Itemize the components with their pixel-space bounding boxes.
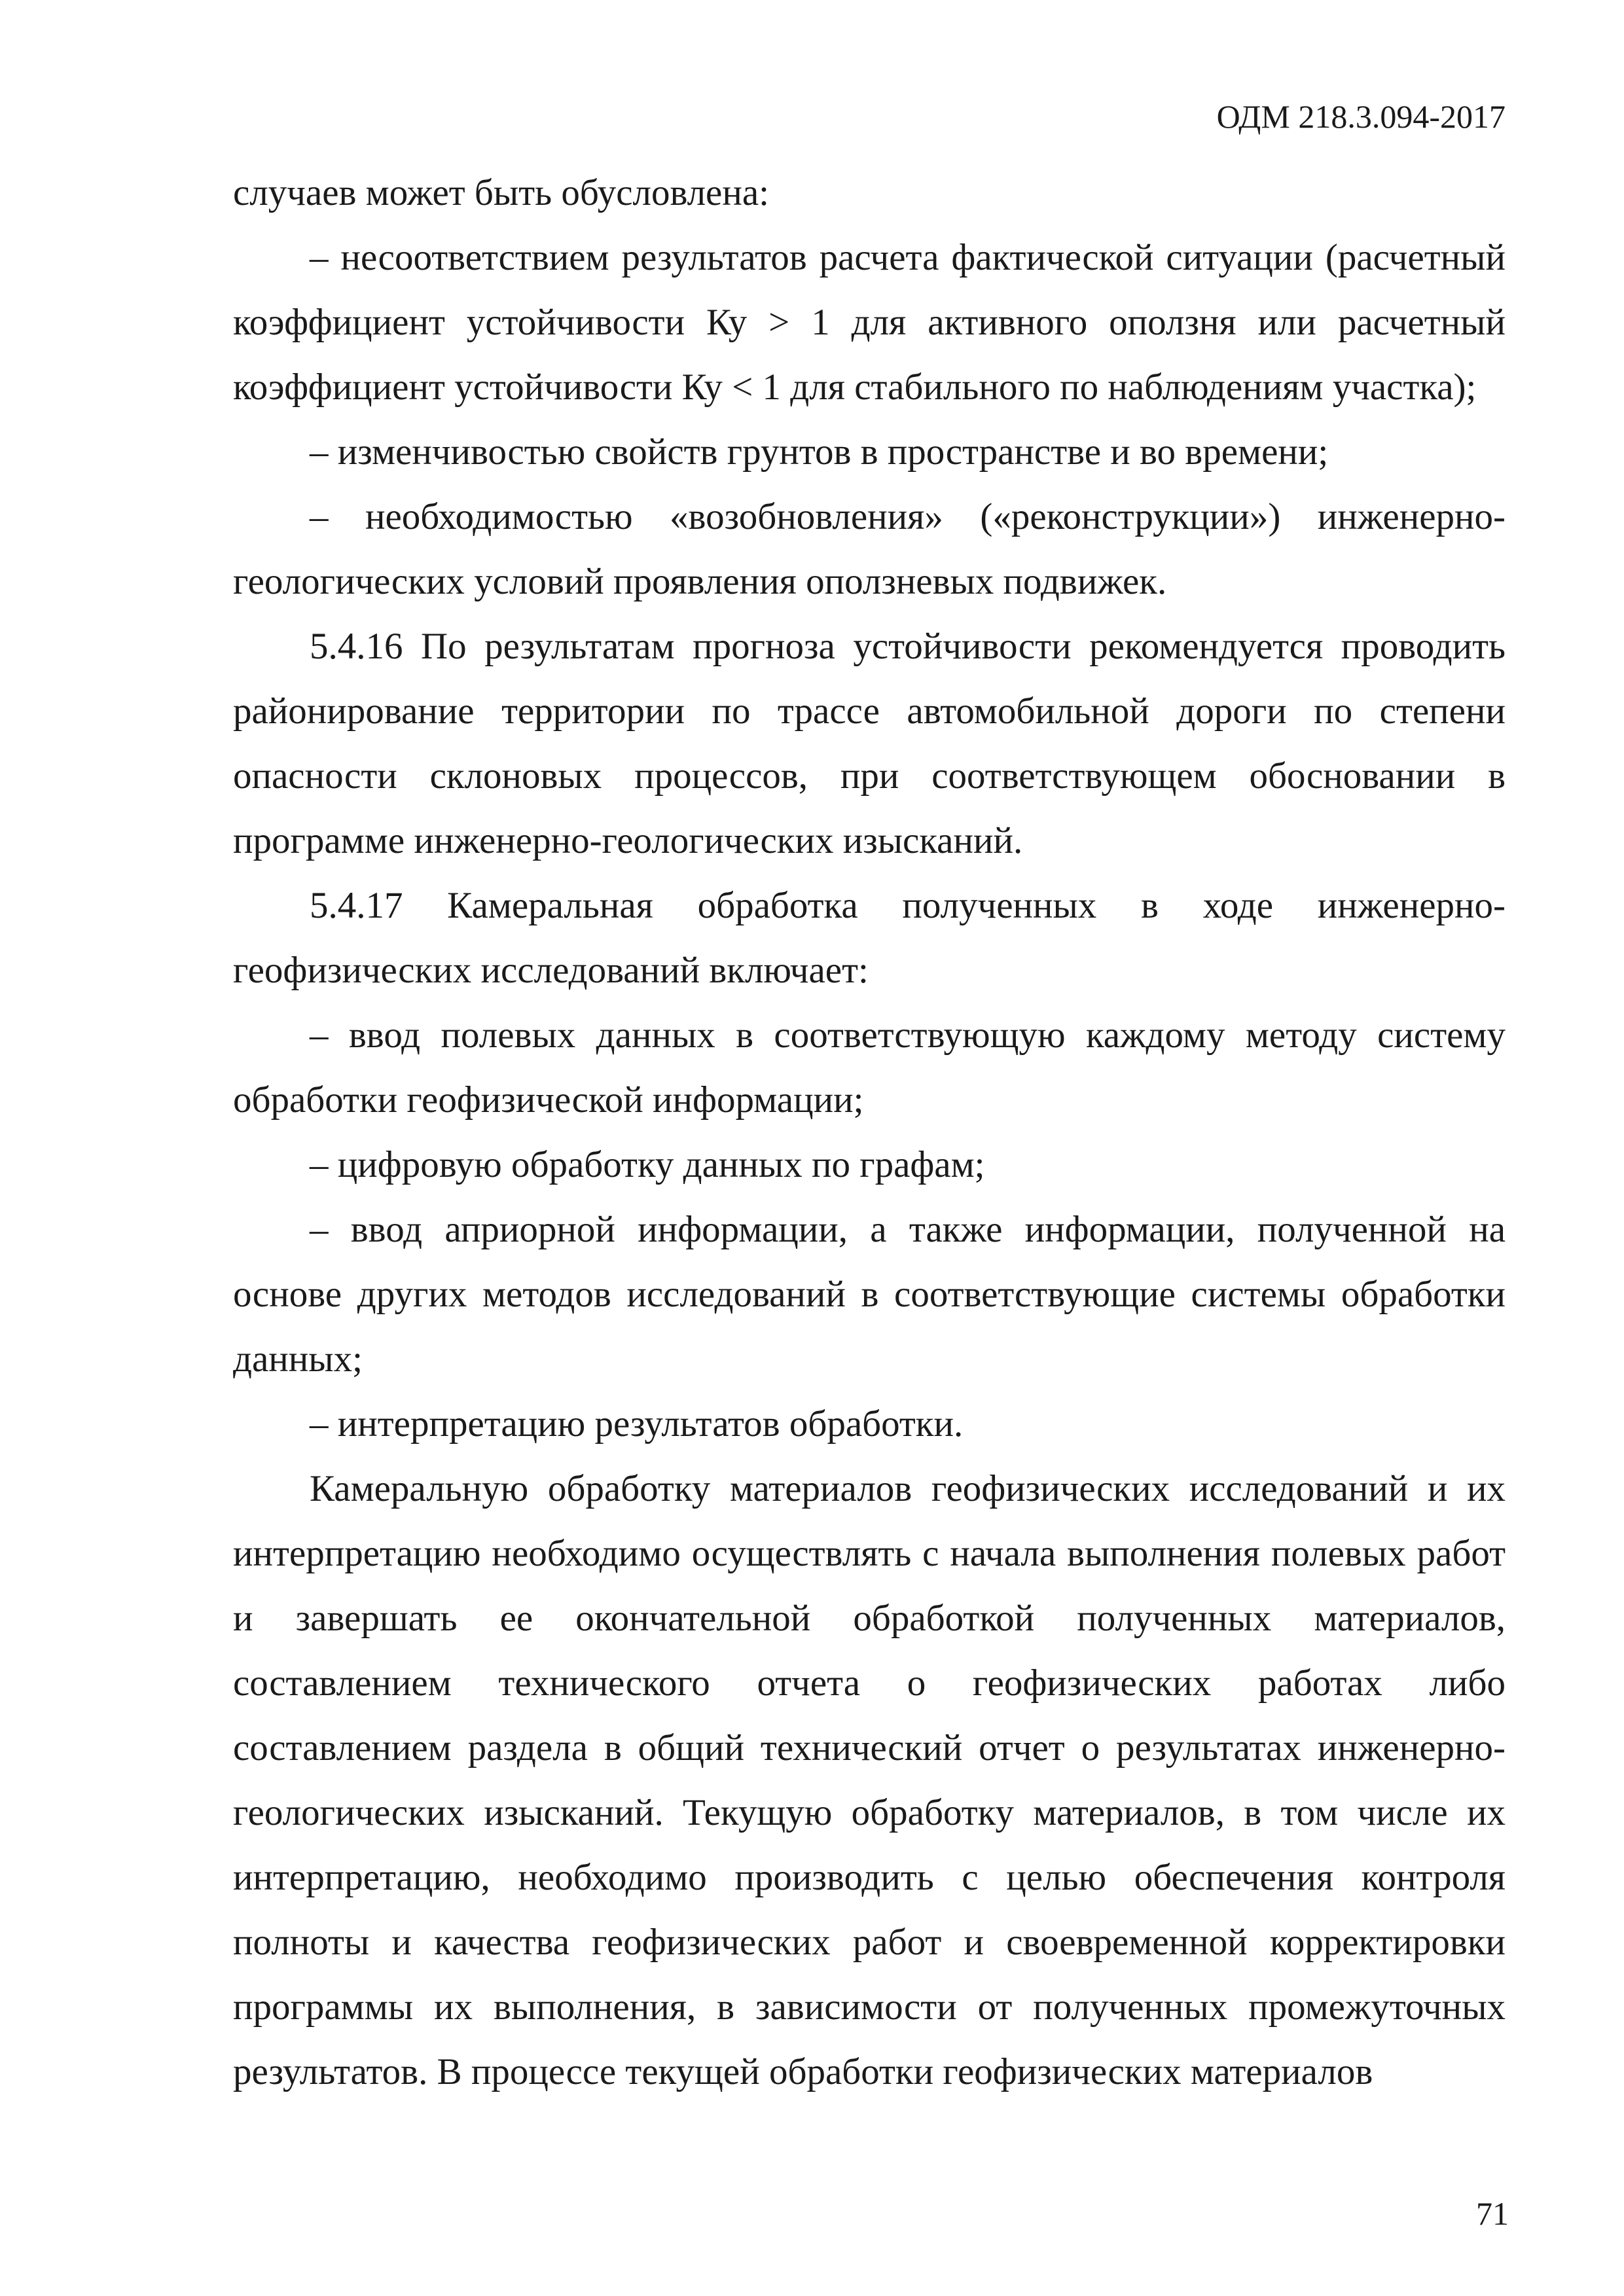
list-item-a-priori-input: – ввод априорной информации, а также информации, полученной на основе других методов исследований в соответствующие системы обработки данных; [233,1209,1506,1380]
list-item-interpretation: – интерпретацию результатов обработки. [310,1403,964,1444]
list-item-digital-processing: – цифровую обработку данных по графам; [310,1144,985,1185]
clause-5-4-17: 5.4.17 Камеральная обработка полученных в ходе инженерно-геофизических исследований включает: [233,885,1506,991]
page-number: 71 [1476,2195,1509,2232]
document-body [233,160,1506,2104]
document-code-header: ОДМ 218.3.094-2017 [1216,98,1506,135]
list-item-field-data-input: – ввод полевых данных в соответствующую каждому методу систему обработки геофизической информации; [233,1014,1506,1121]
list-item-reconstruction: – необходимостью «возобновления» («реконструкции») инженерно-геологических условий проявления оползневых подвижек. [233,496,1506,602]
clause-5-4-16: 5.4.16 По результатам прогноза устойчивости рекомендуется проводить районирование территории по трассе автомобильной дороги по степени опасности склоновых процессов, при соответствующем обосновании в программе инженерно-геологических изысканий. [233,626,1506,861]
paragraph-continuation: случаев может быть обусловлена: [233,172,769,213]
paragraph-office-processing: Камеральную обработку материалов геофизических исследований и их интерпретацию необходимо осуществлять с начала выполнения полевых работ и завершать ее окончательной обработкой полученных материалов, составлением технического отчета о геофизических работах либо составлением раздела в общий технический отчет о результатах инженерно-геологических изысканий. Текущую обработку материалов, в том числе их интерпретацию, необходимо производить с целью обеспечения контроля полноты и качества геофизических работ и своевременной корректировки программы их выполнения, в зависимости от полученных промежуточных результатов. В процессе текущей обработки геофизических материалов [233,1468,1506,2092]
list-item-mismatch: – несоответствием результатов расчета фактической ситуации (расчетный коэффициент устойчивости Ку > 1 для активного оползня или расчетный коэффициент устойчивости Ку < 1 для стабильного по наблюдениям участка); [233,237,1506,408]
list-item-variability: – изменчивостью свойств грунтов в пространстве и во времени; [310,431,1329,473]
